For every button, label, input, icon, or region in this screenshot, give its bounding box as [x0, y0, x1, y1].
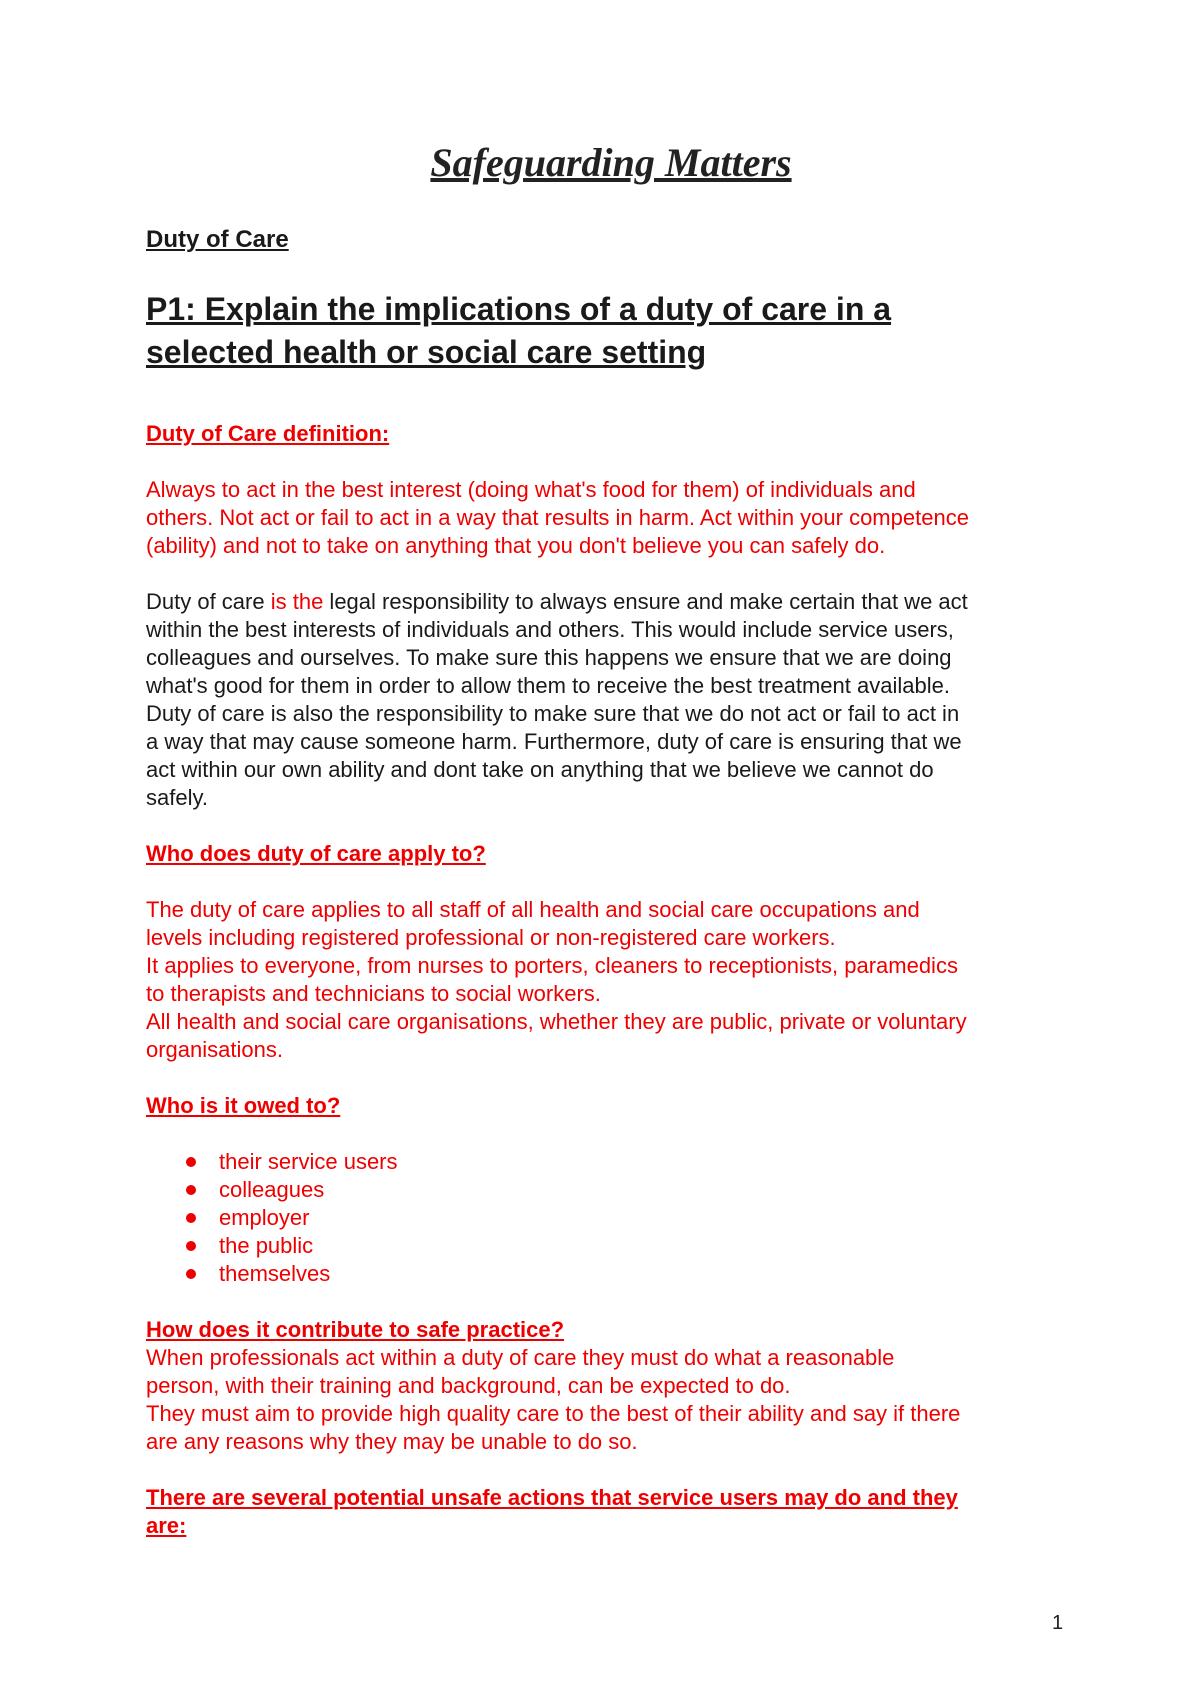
bullet-icon: [186, 1213, 196, 1223]
bullet-icon: [186, 1269, 196, 1279]
owed-to-heading: Who is it owed to?: [146, 1093, 341, 1118]
unsafe-actions-heading: [146, 1484, 1076, 1540]
paragraph-line: Duty of care is also the responsibility to make sure that we do not act or fail to act in: [146, 701, 960, 726]
paragraph-line: colleagues and ourselves. To make sure this happens we ensure that we are doing: [146, 645, 952, 670]
paragraph-line: They must aim to provide high quality care to the best of their ability and say if there: [146, 1401, 961, 1426]
who-applies-heading: Who does duty of care apply to?: [146, 841, 486, 866]
list-item: [186, 1260, 1076, 1288]
paragraph-line: others. Not act or fail to act in a way that results in harm. Act within your competence: [146, 505, 969, 530]
safe-practice-paragraph: [146, 1344, 1076, 1456]
paragraph-line: Always to act in the best interest (doing what's food for them) of individuals and: [146, 477, 916, 502]
document-body: [146, 140, 1076, 1568]
paragraph-line: organisations.: [146, 1037, 283, 1062]
paragraph-line: All health and social care organisations, whether they are public, private or voluntary: [146, 1009, 967, 1034]
paragraph-line: levels including registered professional or non-registered care workers.: [146, 925, 836, 950]
paragraph-line: It applies to everyone, from nurses to porters, cleaners to receptionists, paramedics: [146, 953, 958, 978]
heading-line: There are several potential unsafe actions that service users may do and they: [146, 1485, 958, 1510]
definition-heading: Duty of Care definition:: [146, 421, 390, 446]
list-item-text: their service users: [219, 1149, 398, 1174]
list-item-text: themselves: [219, 1261, 331, 1286]
bullet-icon: [186, 1157, 196, 1167]
who-applies-paragraph: [146, 896, 1076, 1064]
paragraph-line: to therapists and technicians to social workers.: [146, 981, 601, 1006]
page-number: 1: [1052, 1612, 1064, 1634]
task-heading-line: selected health or social care setting: [146, 334, 707, 370]
list-item-text: the public: [219, 1233, 314, 1258]
paragraph-line: what's good for them in order to allow them to receive the best treatment available.: [146, 673, 950, 698]
paragraph-line: are any reasons why they may be unable to do so.: [146, 1429, 638, 1454]
paragraph-line: When professionals act within a duty of care they must do what a reasonable: [146, 1345, 895, 1370]
explanation-red-text: is the: [270, 589, 324, 614]
list-item: [186, 1232, 1076, 1260]
paragraph-line: (ability) and not to take on anything that you don't believe you can safely do.: [146, 533, 886, 558]
explanation-paragraph: [146, 588, 1076, 812]
paragraph-line: person, with their training and background, can be expected to do.: [146, 1373, 791, 1398]
safe-practice-heading: How does it contribute to safe practice?: [146, 1317, 565, 1342]
document-title: Safeguarding Matters: [430, 140, 792, 185]
section-heading: Duty of Care: [146, 226, 289, 253]
definition-paragraph: [146, 476, 1076, 560]
paragraph-line: a way that may cause someone harm. Furthermore, duty of care is ensuring that we: [146, 729, 962, 754]
list-item-text: colleagues: [219, 1177, 325, 1202]
list-item: [186, 1148, 1076, 1176]
task-heading: [146, 288, 1076, 374]
paragraph-line: [146, 588, 1076, 616]
paragraph-line: act within our own ability and dont take on anything that we believe we cannot do: [146, 757, 934, 782]
list-item: [186, 1204, 1076, 1232]
bullet-icon: [186, 1185, 196, 1195]
list-item-text: employer: [219, 1205, 310, 1230]
paragraph-line: within the best interests of individuals and others. This would include service users,: [146, 617, 954, 642]
explanation-end: legal responsibility to always ensure and make certain that we act: [323, 589, 968, 614]
paragraph-line: The duty of care applies to all staff of all health and social care occupations and: [146, 897, 920, 922]
paragraph-line: safely.: [146, 785, 208, 810]
owed-to-list: [146, 1148, 1076, 1288]
task-heading-line: P1: Explain the implications of a duty of care in a: [146, 291, 892, 327]
list-item: [186, 1176, 1076, 1204]
explanation-start: Duty of care: [146, 589, 271, 614]
bullet-icon: [186, 1241, 196, 1251]
heading-line: are:: [146, 1513, 187, 1538]
